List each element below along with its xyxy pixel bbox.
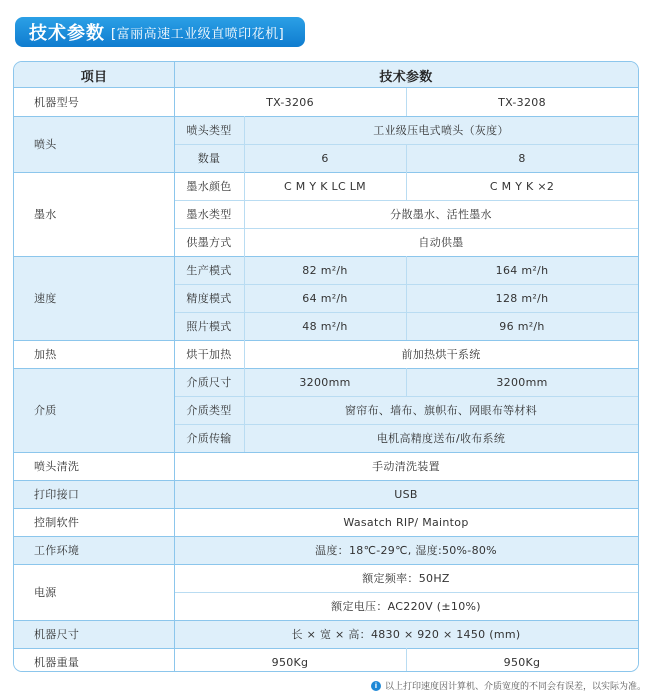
row-sublabel: 供墨方式 — [186, 236, 232, 249]
value-cell: 前加热烘干系统 — [401, 348, 481, 361]
value-cell: 自动供墨 — [418, 236, 464, 249]
row-sublabel: 照片模式 — [186, 320, 232, 333]
row-sublabel: 生产模式 — [186, 264, 232, 277]
value-cell: 工业级压电式喷头（灰度） — [373, 124, 509, 137]
section-subtitle: [富丽高速工业级直喷印花机] — [111, 26, 285, 42]
header-item: 项目 — [14, 62, 174, 88]
value-cell: 164 m²/h — [495, 263, 549, 277]
value-cell: TX-3208 — [498, 95, 546, 109]
value-cell: 长 × 宽 × 高：4830 × 920 × 1450 (mm) — [291, 628, 521, 641]
row-sublabel: 喷头类型 — [186, 124, 232, 137]
value-cell: 额定电压：AC220V (±10%) — [331, 600, 481, 613]
spec-table — [13, 61, 639, 672]
value-cell: 3200mm — [496, 375, 548, 389]
group-label: 喷头 — [34, 138, 57, 151]
value-cell: 窗帘布、墙布、旗帜布、网眼布等材料 — [344, 404, 538, 417]
header-params: 技术参数 — [174, 62, 638, 88]
value-cell: C M Y K ×2 — [489, 179, 555, 193]
row-sublabel: 介质类型 — [186, 404, 232, 417]
value-cell: 电机高精度送布/收布系统 — [376, 432, 506, 445]
footnote — [371, 679, 646, 692]
section-title-bar — [15, 17, 305, 47]
group-label: 介质 — [34, 404, 57, 417]
row-label: 打印接口 — [34, 488, 80, 501]
group-label: 墨水 — [34, 208, 57, 221]
value-cell: 64 m²/h — [302, 291, 348, 305]
value-cell: 3200mm — [299, 375, 351, 389]
value-cell: 96 m²/h — [499, 319, 545, 333]
value-cell: 温度：18℃-29℃, 湿度:50%-80% — [315, 544, 497, 557]
row-label: 加热 — [34, 348, 57, 361]
footnote-text: 以上打印速度因计算机、介质宽度的不同会有误差，以实际为准。 — [384, 682, 646, 692]
row-label: 喷头清洗 — [34, 460, 80, 473]
section-title: 技术参数 — [29, 23, 105, 44]
value-cell: 128 m²/h — [495, 291, 549, 305]
row-sublabel: 数量 — [197, 152, 221, 165]
row-sublabel: 精度模式 — [186, 292, 232, 305]
info-icon: i — [371, 681, 381, 691]
value-cell: USB — [394, 487, 418, 501]
value-cell: 6 — [321, 151, 329, 165]
value-cell: TX-3206 — [266, 95, 314, 109]
row-sublabel: 介质尺寸 — [186, 376, 232, 389]
value-cell: 8 — [518, 151, 526, 165]
row-sublabel: 墨水颜色 — [186, 180, 232, 193]
row-label: 控制软件 — [34, 516, 80, 529]
row-label: 机器尺寸 — [34, 628, 80, 641]
row-label: 机器型号 — [34, 96, 80, 109]
value-cell: 48 m²/h — [302, 319, 348, 333]
row-label: 工作环境 — [34, 544, 80, 557]
group-label: 速度 — [34, 292, 57, 305]
value-cell: 额定频率：50HZ — [362, 572, 450, 585]
value-cell: 手动清洗装置 — [372, 460, 440, 473]
value-cell: 分散墨水、活性墨水 — [390, 208, 492, 221]
row-sublabel: 介质传输 — [186, 432, 232, 445]
value-cell: 82 m²/h — [302, 263, 348, 277]
row-sublabel: 烘干加热 — [186, 348, 232, 361]
value-cell: 950Kg — [503, 655, 541, 669]
value-cell: Wasatch RIP/ Maintop — [343, 515, 469, 529]
row-label: 机器重量 — [34, 656, 80, 669]
value-cell: 950Kg — [271, 655, 309, 669]
value-cell: C M Y K LC LM — [284, 179, 366, 193]
row-sublabel: 墨水类型 — [186, 208, 232, 221]
group-label: 电源 — [34, 586, 57, 599]
